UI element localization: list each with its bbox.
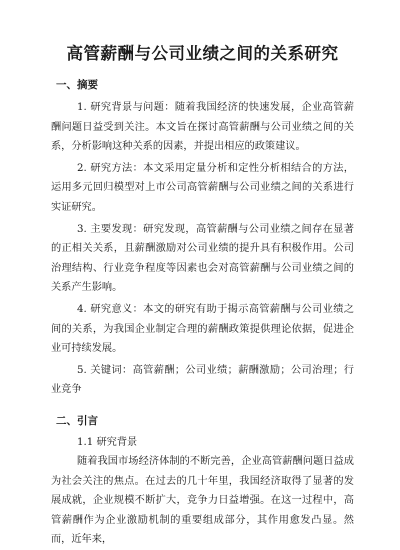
subsection-heading-background: 1.1 研究背景 xyxy=(77,436,138,448)
section-heading-introduction: 二、引言 xyxy=(56,414,98,427)
abstract-paragraph-background: 1. 研究背景与问题：随着我国经济的快速发展，企业高管薪酬问题日益受到关注。本文旨在探讨高管薪酬与公司业绩之间的关系，分析影响这种关系的因素，并提出相应的政策建议。 xyxy=(51,102,354,153)
abstract-paragraph-significance: 4. 研究意义：本文的研究有助于揭示高管薪酬与公司业绩之间的关系，为我国企业制定合理的薪酬政策提供理论依据，促进企业可持续发展。 xyxy=(51,303,354,355)
section-heading-abstract: 一、摘要 xyxy=(56,79,98,91)
abstract-paragraph-method: 2. 研究方法：本文采用定量分析和定性分析相结合的方法，运用多元回归模型对上市公司高管薪酬与公司业绩之间的关系进行实证研究。 xyxy=(51,162,354,213)
intro-paragraph: 随着我国市场经济体制的不断完善，企业高管薪酬问题日益成为社会关注的焦点。在过去的几十年里，我国经济取得了显著的发展成就，企业规模不断扩大，竞争力日益增强。在这一过程中，高管薪酬作为企业激励机制的重要组成部分，其作用愈发凸显。然而，近年来， xyxy=(51,455,354,546)
abstract-paragraph-keywords: 5. 关键词：高管薪酬；公司业绩；薪酬激励；公司治理；行业竞争 xyxy=(51,364,354,396)
abstract-paragraph-findings: 3. 主要发现：研究发现，高管薪酬与公司业绩之间存在显著的正相关关系，且薪酬激励对公司业绩的提升具有积极作用。公司治理结构、行业竞争程度等因素也会对高管薪酬与公司业绩之间的关系产生影响。 xyxy=(51,223,354,294)
document-title: 高管薪酬与公司业绩之间的关系研究 xyxy=(66,44,339,63)
